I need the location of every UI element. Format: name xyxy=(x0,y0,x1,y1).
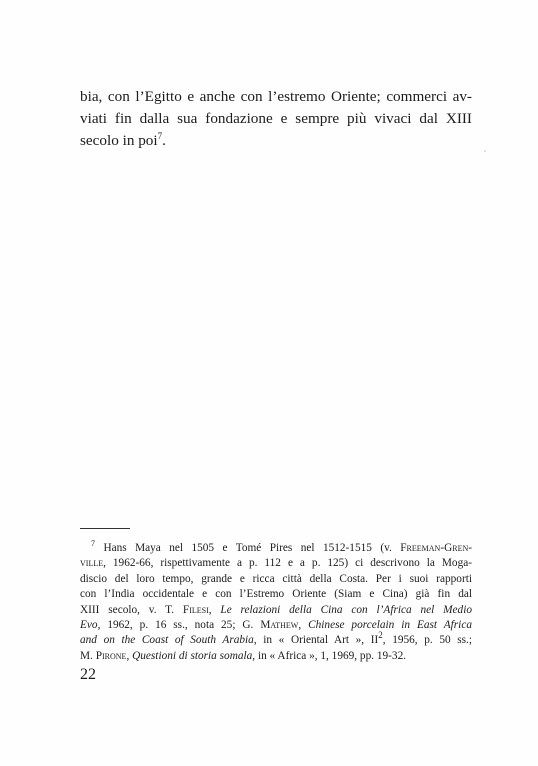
footnote-text: , in « Africa », 1, 1969, pp. 19-32. xyxy=(252,649,407,662)
footnote-line-3: discio del loro tempo, grande e ricca città della Costa. Per i suoi rapporti xyxy=(80,572,472,585)
footnote-text: , 1956, p. 50 ss.; xyxy=(382,634,472,647)
footnote-text: , 1962-66, rispettivamente a p. 112 e a p. 125) ci descrivono la Moga- xyxy=(103,557,472,570)
footnote-line-1 xyxy=(80,541,472,556)
footnote-text: , in « Oriental Art », II xyxy=(253,634,379,647)
footnote-line-8 xyxy=(80,649,472,664)
body-line-3 xyxy=(80,130,472,152)
footnote-text: Hans Maya nel 1505 e Tomé Pires nel 1512-1515 (v. xyxy=(103,542,401,554)
page-number: 22 xyxy=(80,666,96,683)
author-name: Filesi xyxy=(182,603,209,616)
book-title: Evo xyxy=(80,619,98,632)
footnote-text: , xyxy=(126,649,133,662)
paper-speck xyxy=(484,150,486,152)
footnote-number: 7 xyxy=(91,539,95,549)
footnote-line-5 xyxy=(80,603,472,618)
body-line-3-text: secolo in poi xyxy=(80,132,158,149)
author-name: Mathew xyxy=(260,619,299,632)
superscript: 2 xyxy=(378,630,383,641)
footnote-text: , xyxy=(208,603,221,616)
footnote-line-2 xyxy=(80,556,472,571)
footnote-text: M. xyxy=(80,649,96,662)
footnote-text: , xyxy=(298,619,309,632)
footnote-text: XIII secolo, v. T. xyxy=(80,603,183,616)
footnote-separator xyxy=(80,528,130,529)
footnote-line-4: con l’India occidentale e con l’Estremo Oriente (Siam e Cina) già fin dal xyxy=(80,588,472,601)
book-title: Questioni di storia somala xyxy=(132,649,253,662)
body-paragraph xyxy=(80,86,472,152)
body-line-2: viati fin dalla sua fondazione e sempre più vivaci dal XIII xyxy=(80,110,472,127)
footnote-text: , 1962, p. 16 ss., nota 25; G. xyxy=(97,619,261,632)
body-line-3-end: . xyxy=(162,132,166,149)
footnote-reference: 7 xyxy=(157,130,163,141)
book-title: Chinese porcelain in East Africa xyxy=(308,619,472,632)
author-name: Pirone xyxy=(95,649,127,662)
book-title: and on the Coast of South Arabia xyxy=(80,634,254,647)
author-name: Freeman-Gren- xyxy=(400,542,473,554)
author-name: ville xyxy=(80,557,104,570)
book-title: Le relazioni della Cina con l’Africa nel Medio xyxy=(220,603,472,616)
footnote xyxy=(80,541,472,664)
footnote-line-6 xyxy=(80,618,472,633)
body-line-1: bia, con l’Egitto e anche con l’estremo Oriente; commerci av- xyxy=(80,88,472,105)
footnote-line-7 xyxy=(80,630,472,648)
